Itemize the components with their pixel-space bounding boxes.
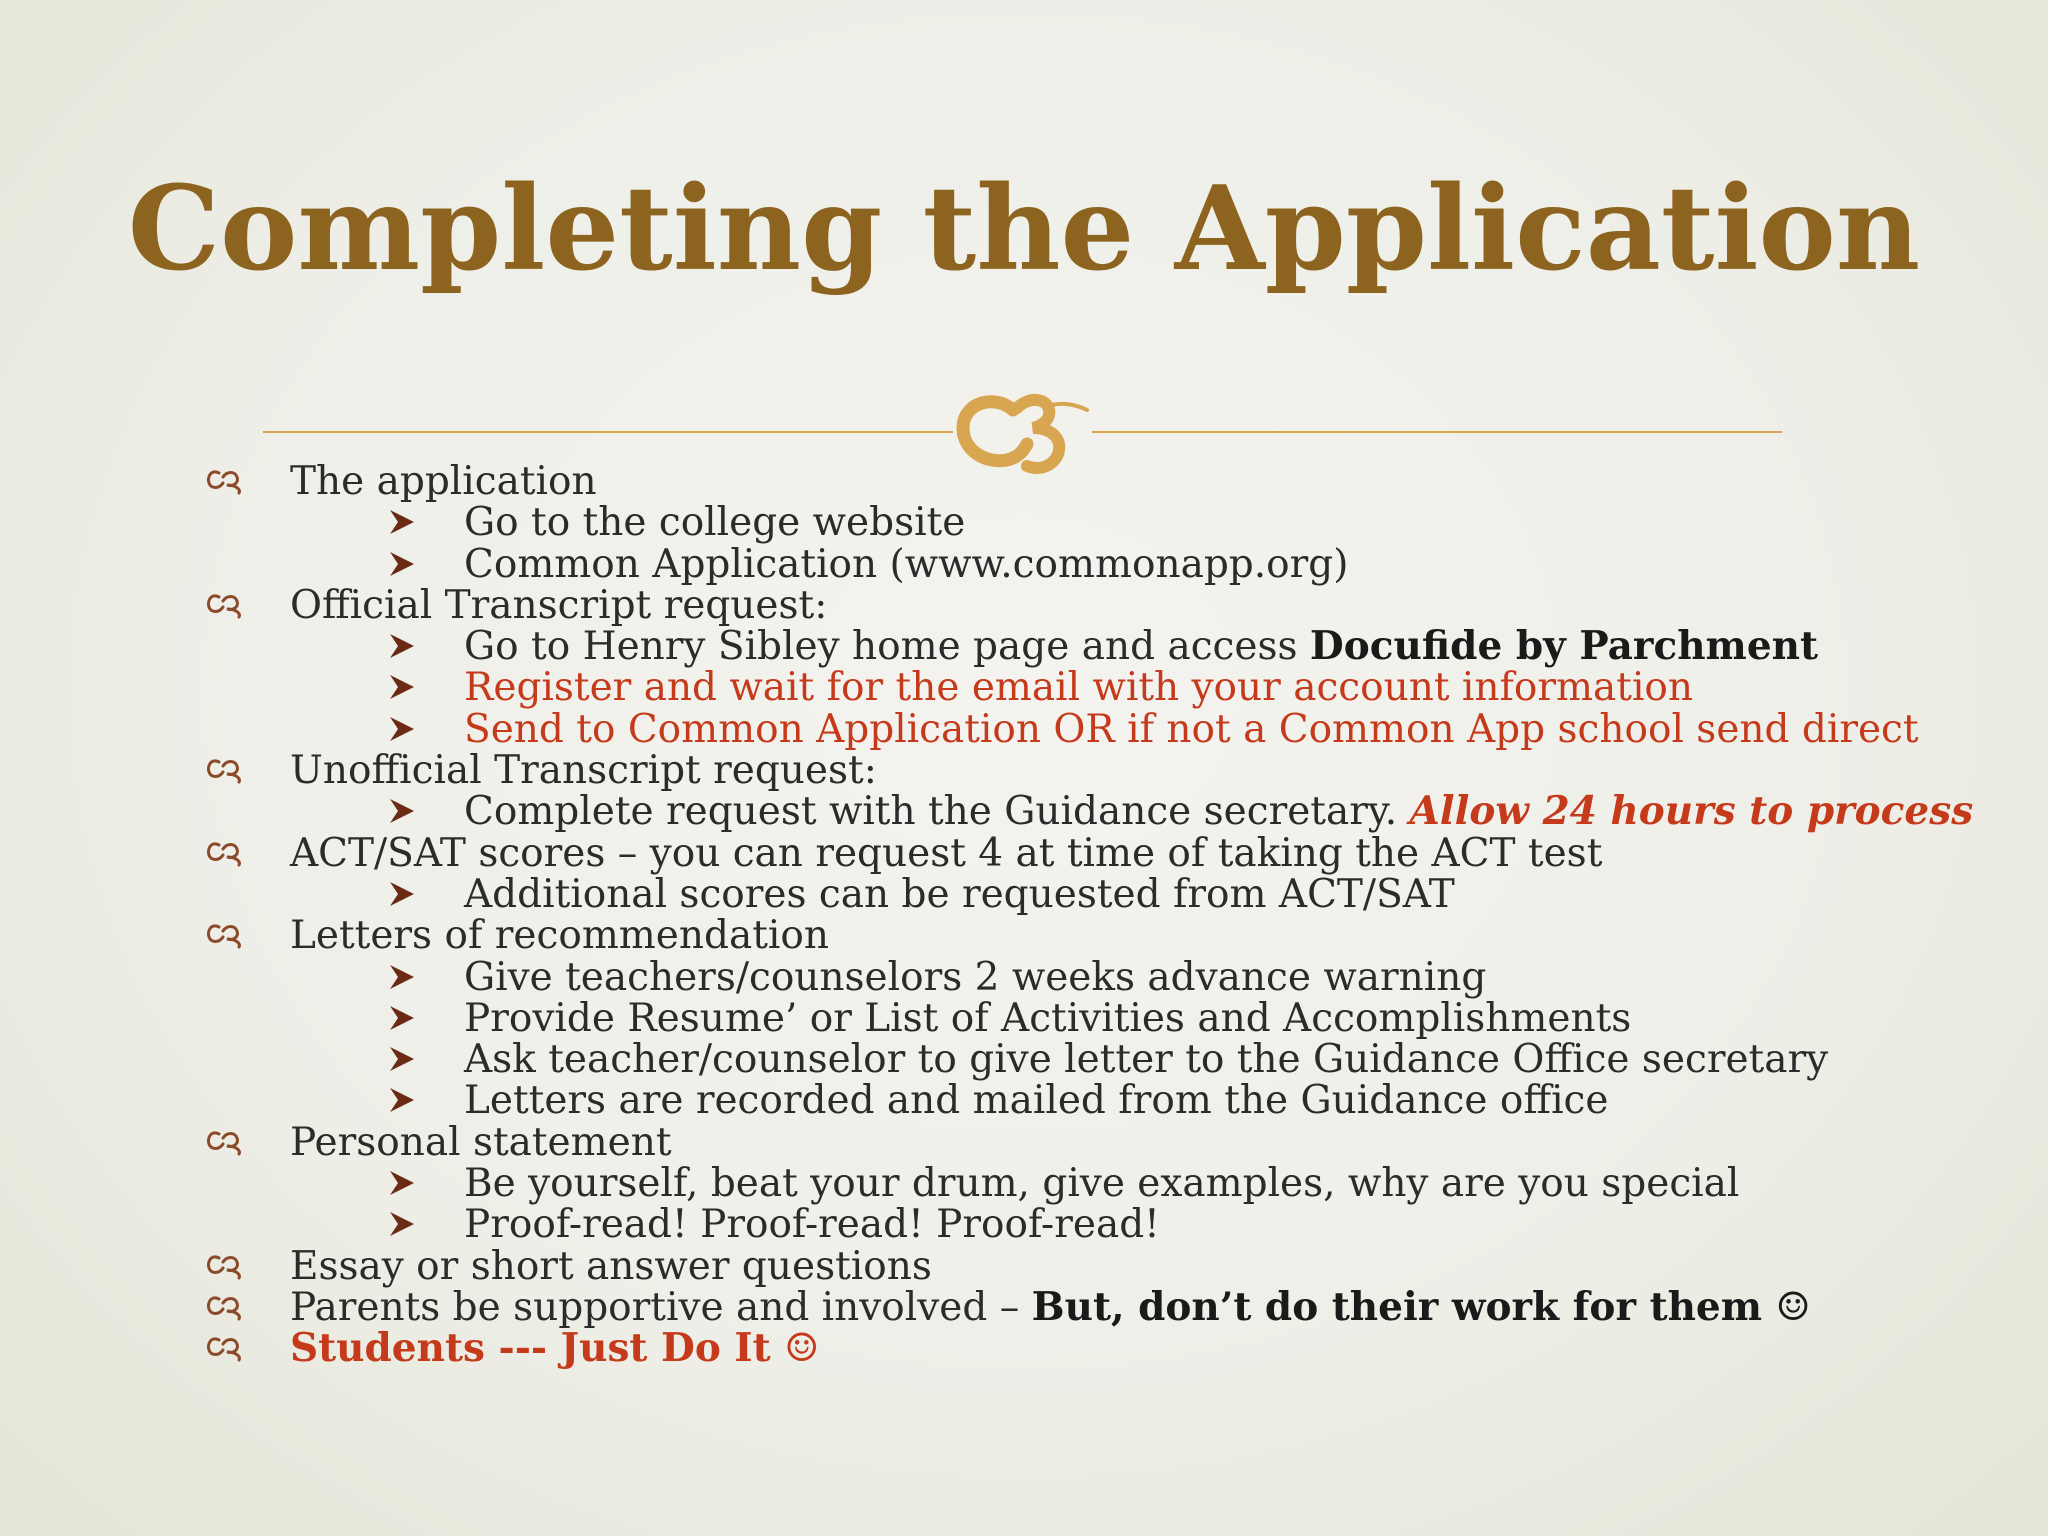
curl-bullet-icon	[205, 589, 245, 619]
divider-line-left	[263, 431, 953, 433]
arrow-bullet-icon	[388, 797, 416, 825]
list-item-text: Give teachers/counselors 2 weeks advance warning	[464, 954, 1487, 1000]
list-item-text: Provide Resume’ or List of Activities and Accomplishments	[464, 995, 1632, 1041]
curl-bullet-icon	[205, 1332, 245, 1362]
curl-bullet-icon	[205, 465, 245, 495]
list-item-text: Official Transcript request:	[290, 582, 828, 628]
arrow-bullet-icon	[388, 1004, 416, 1032]
list-item-text: Additional scores can be requested from ACT/SAT	[464, 871, 1455, 917]
list-item-text: Parents be supportive and involved –	[290, 1284, 1032, 1330]
list-item-text: The application	[290, 459, 597, 504]
list-item	[205, 665, 2005, 711]
list-item-text: Register and wait for the email with your account information	[464, 665, 1694, 711]
list-item	[205, 995, 2005, 1041]
list-item-emphasis-text: Allow 24 hours to process	[1409, 788, 1974, 835]
list-item-bold-text: Docufide by Parchment	[1309, 623, 1818, 670]
list-item	[205, 1161, 2005, 1207]
list-item	[205, 1078, 2005, 1124]
list-item	[205, 541, 2005, 587]
arrow-bullet-icon	[388, 963, 416, 991]
list-item-text: Personal statement	[290, 1119, 672, 1165]
list-item-text: Letters of recommendation	[290, 913, 829, 959]
list-item	[205, 1037, 2005, 1083]
list-item	[205, 1325, 2005, 1372]
divider-line-right	[1092, 431, 1782, 433]
list-item	[205, 623, 2005, 670]
list-item	[205, 461, 2005, 502]
list-item-bold-text: But, don’t do their work for them ☺	[1031, 1283, 1811, 1330]
arrow-bullet-icon	[388, 508, 416, 536]
list-item-text: Be yourself, beat your drum, give examples, why are you special	[464, 1161, 1740, 1207]
list-item-text: Unofficial Transcript request:	[290, 748, 877, 794]
list-item	[205, 1202, 2005, 1248]
list-item-text: Go to Henry Sibley home page and access	[464, 624, 1310, 670]
list-item-text: Go to the college website	[464, 500, 966, 546]
arrow-bullet-icon	[388, 1086, 416, 1114]
arrow-bullet-icon	[388, 880, 416, 908]
arrow-bullet-icon	[388, 1210, 416, 1238]
arrow-bullet-icon	[388, 715, 416, 743]
curl-bullet-icon	[205, 1250, 245, 1280]
list-item-text: Students --- Just Do It ☺	[290, 1325, 820, 1372]
list-item	[205, 871, 2005, 917]
list-item	[205, 788, 2005, 835]
curl-bullet-icon	[205, 1126, 245, 1156]
arrow-bullet-icon	[388, 632, 416, 660]
arrow-bullet-icon	[388, 673, 416, 701]
list-item	[205, 1243, 2005, 1289]
curl-bullet-icon	[205, 754, 245, 784]
list-item-text: Send to Common Application OR if not a Common App school send direct	[464, 706, 1919, 752]
list-item	[205, 706, 2005, 752]
arrow-bullet-icon	[388, 550, 416, 578]
list-item-text: Letters are recorded and mailed from the Guidance office	[464, 1078, 1609, 1124]
slide-title: Completing the Application	[127, 161, 1921, 297]
list-item-text: Proof-read! Proof-read! Proof-read!	[464, 1202, 1160, 1248]
list-item	[205, 500, 2005, 546]
list-item	[205, 954, 2005, 1000]
curl-bullet-icon	[205, 919, 245, 949]
list-item-text: Essay or short answer questions	[290, 1243, 932, 1289]
list-item-text: ACT/SAT scores – you can request 4 at time of taking the ACT test	[290, 830, 1603, 876]
list-item	[205, 1119, 2005, 1165]
list-item	[205, 913, 2005, 959]
list-item-text: Ask teacher/counselor to give letter to the Guidance Office secretary	[464, 1037, 1829, 1083]
arrow-bullet-icon	[388, 1045, 416, 1073]
list-item	[205, 582, 2005, 628]
list-item	[205, 1283, 2005, 1330]
curl-bullet-icon	[205, 1291, 245, 1321]
bullet-list	[205, 461, 2005, 1370]
curl-bullet-icon	[205, 837, 245, 867]
list-item-text: Common Application (www.commonapp.org)	[464, 541, 1349, 587]
arrow-bullet-icon	[388, 1169, 416, 1197]
list-item	[205, 830, 2005, 876]
list-item-text: Complete request with the Guidance secretary.	[464, 789, 1410, 835]
list-item	[205, 748, 2005, 794]
